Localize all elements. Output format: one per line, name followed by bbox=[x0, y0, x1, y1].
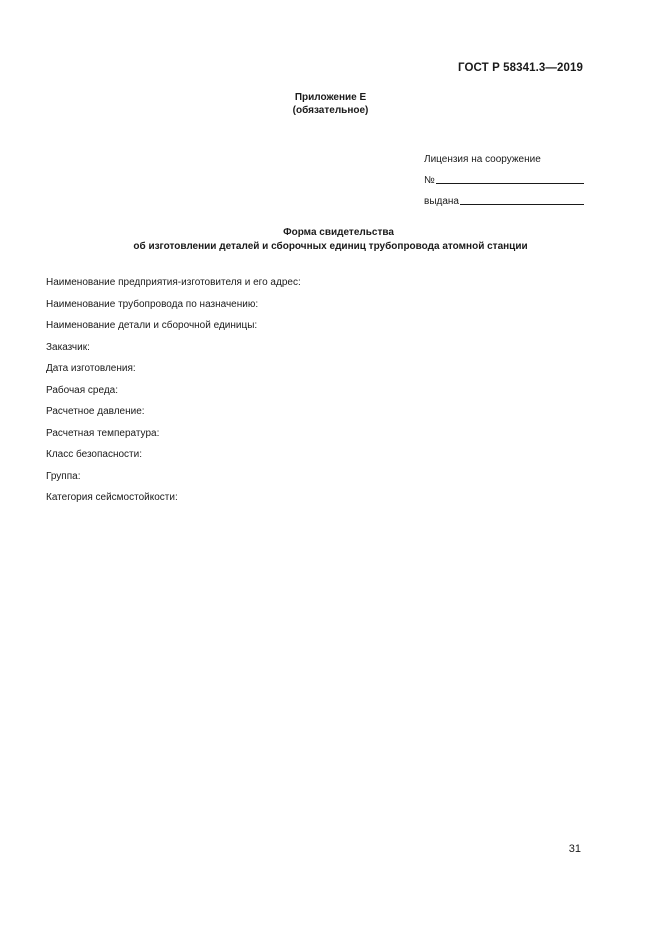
appendix-title: Приложение Е bbox=[294, 92, 367, 103]
license-block bbox=[424, 151, 584, 207]
field-manufacture-date: Дата изготовления: bbox=[46, 363, 136, 374]
license-label: Лицензия на сооружение bbox=[424, 154, 541, 165]
license-issued-blank-line bbox=[460, 196, 584, 205]
appendix-status: (обязательное) bbox=[292, 105, 369, 116]
field-manufacturer: Наименование предприятия-изготовителя и его адрес: bbox=[46, 277, 301, 288]
license-issued-row bbox=[424, 186, 584, 207]
page-number: 31 bbox=[568, 843, 581, 855]
field-design-temperature: Расчетная температура: bbox=[46, 427, 160, 439]
field-pipeline-name: Наименование трубопровода по назначению: bbox=[46, 298, 259, 310]
field-part-name: Наименование детали и сборочной единицы: bbox=[46, 320, 258, 331]
license-number-label: № bbox=[424, 175, 435, 186]
document-code: ГОСТ Р 58341.3—2019 bbox=[458, 62, 583, 74]
field-design-pressure: Расчетное давление: bbox=[46, 406, 145, 417]
form-fields-list bbox=[46, 272, 301, 509]
field-group: Группа: bbox=[46, 470, 81, 482]
license-row bbox=[424, 151, 584, 165]
license-number-row bbox=[424, 165, 584, 186]
field-customer: Заказчик: bbox=[46, 341, 90, 353]
appendix-heading bbox=[0, 91, 661, 117]
field-safety-class: Класс безопасности: bbox=[46, 449, 142, 460]
form-title-line-2: об изготовлении деталей и сборочных единиц трубопровода атомной станции bbox=[133, 241, 528, 252]
field-working-medium: Рабочая среда: bbox=[46, 384, 119, 396]
form-title-line-1: Форма свидетельства bbox=[283, 227, 394, 238]
license-number-blank-line bbox=[436, 175, 584, 184]
license-issued-label: выдана bbox=[424, 196, 459, 207]
form-title bbox=[0, 226, 661, 254]
field-seismic-category: Категория сейсмостойкости: bbox=[46, 492, 178, 503]
